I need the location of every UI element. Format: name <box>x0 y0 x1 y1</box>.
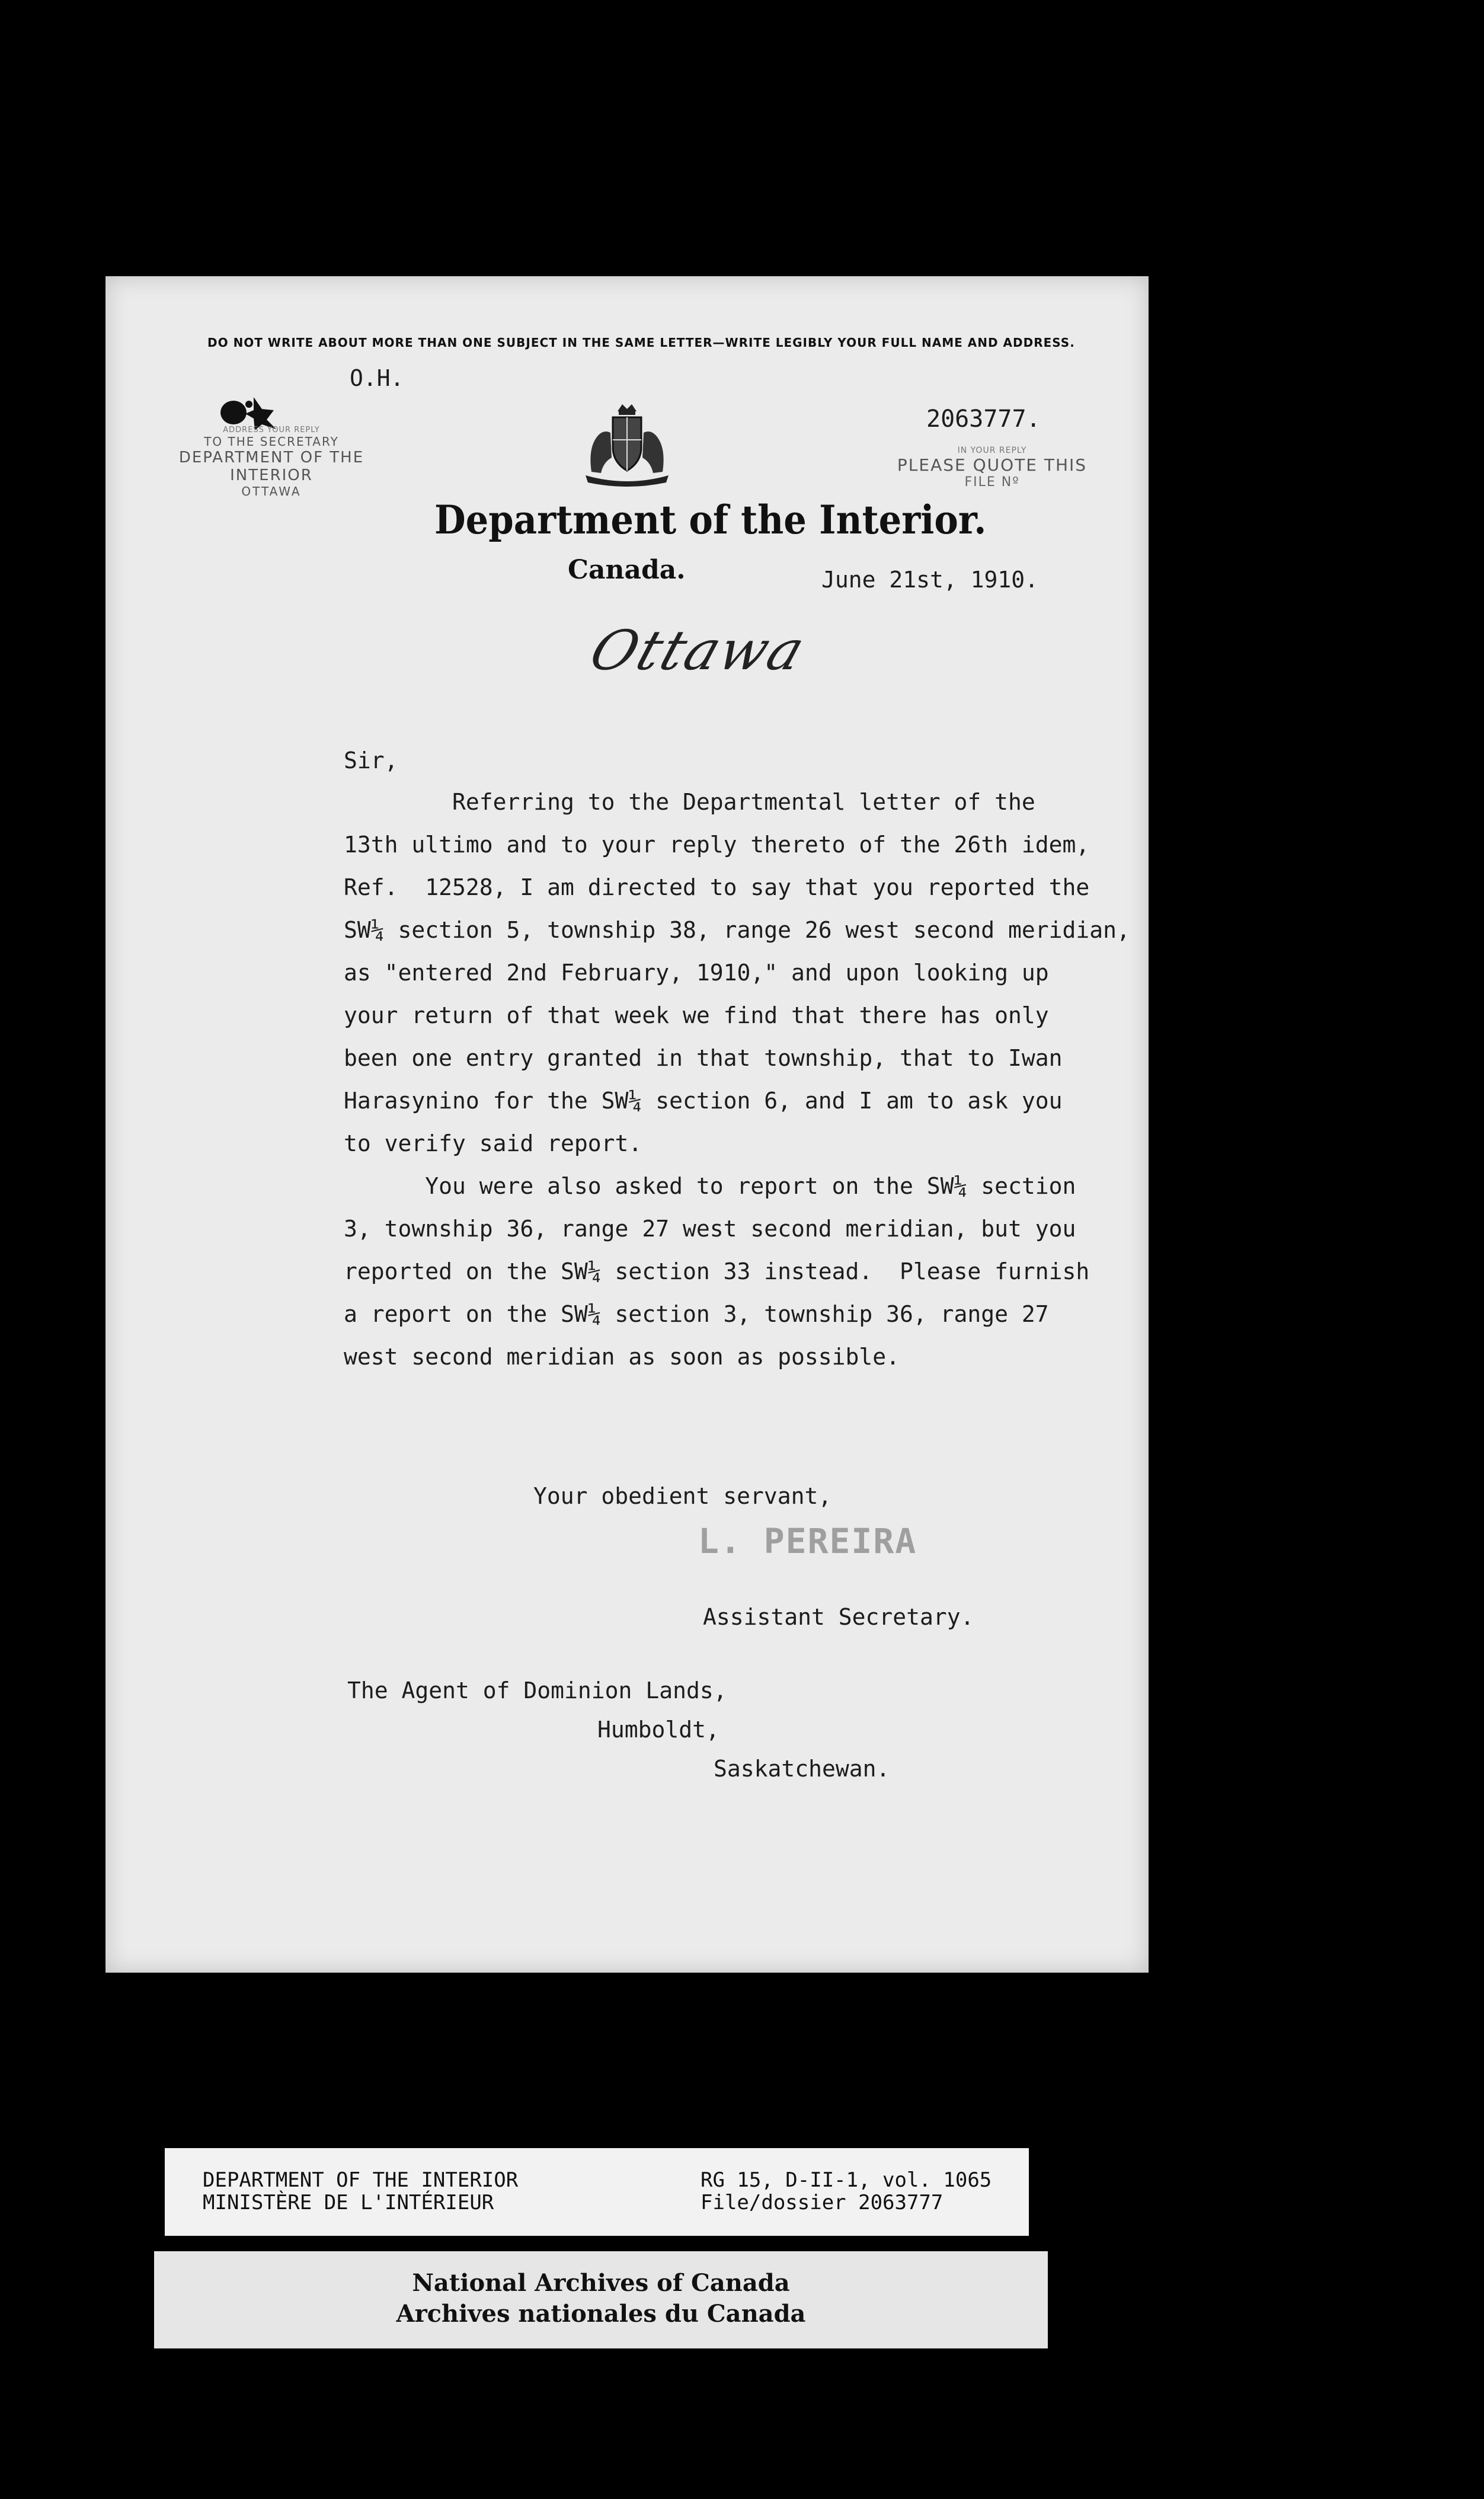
archive-file: File/dossier 2063777 <box>701 2191 944 2214</box>
department-title: Department of the Interior. <box>434 497 987 543</box>
archive-reference-label <box>165 2148 1029 2236</box>
coat-of-arms-icon <box>568 401 686 490</box>
body-line: your return of that week we find that there has only <box>344 1002 1049 1028</box>
archives-footer <box>154 2251 1048 2348</box>
body-line: reported on the SW¼ section 33 instead. Please furnish <box>344 1258 1090 1284</box>
archives-name-english: National Archives of Canada <box>412 2269 790 2297</box>
body-line: Referring to the Departmental letter of the <box>344 789 1035 815</box>
signature-stamp: L. PEREIRA <box>698 1521 917 1561</box>
address-department: DEPARTMENT OF THE INTERIOR <box>178 449 364 484</box>
address-city: OTTAWA <box>241 484 302 498</box>
addressee-line: Saskatchewan. <box>714 1756 890 1782</box>
address-small-text: ADDRESS YOUR REPLY <box>223 426 320 434</box>
salutation: Sir, <box>344 747 398 774</box>
initials: O.H. <box>350 365 404 391</box>
archive-reference: RG 15, D-II-1, vol. 1065 <box>701 2168 992 2192</box>
closing-line: Your obedient servant, <box>533 1483 832 1509</box>
file-number: 2063777. <box>926 405 1041 433</box>
archives-name-french: Archives nationales du Canada <box>396 2300 806 2328</box>
body-line: west second meridian as soon as possible. <box>344 1344 900 1370</box>
body-line: You were also asked to report on the SW¼ section <box>344 1173 1076 1199</box>
reply-quote-text: PLEASE QUOTE THIS <box>897 455 1088 475</box>
body-line: a report on the SW¼ section 3, township 36, range 27 <box>344 1301 1049 1327</box>
quote-file-block <box>838 446 1146 490</box>
letter-date: June 21st, 1910. <box>821 567 1039 593</box>
body-line: as "entered 2nd February, 1910," and upon looking up <box>344 960 1049 986</box>
dept-french: MINISTÈRE DE L'INTÉRIEUR <box>203 2191 494 2214</box>
addressee-line: The Agent of Dominion Lands, <box>347 1677 727 1704</box>
body-line: Ref. 12528, I am directed to say that you reported the <box>344 874 1090 900</box>
letterhead-warning: DO NOT WRITE ABOUT MORE THAN ONE SUBJECT IN THE SAME LETTER—WRITE LEGIBLY YOUR FULL NAME AND ADDRESS. <box>207 335 1075 350</box>
body-line: been one entry granted in that township, that to Iwan <box>344 1045 1063 1071</box>
signer-title: Assistant Secretary. <box>703 1604 974 1630</box>
body-line: 3, township 36, range 27 west second meridian, but you <box>344 1216 1076 1242</box>
letter-page <box>105 276 1149 1973</box>
addressee-line: Humboldt, <box>597 1717 719 1743</box>
dept-english: DEPARTMENT OF THE INTERIOR <box>203 2168 519 2192</box>
body-line: to verify said report. <box>344 1130 642 1156</box>
country-name: Canada. <box>568 555 686 585</box>
reply-file-label: FILE Nº <box>964 475 1020 490</box>
body-line: 13th ultimo and to your reply thereto of the 26th idem, <box>344 832 1090 858</box>
address-to: TO THE SECRETARY <box>204 434 339 449</box>
reply-small-text: IN YOUR REPLY <box>957 446 1027 455</box>
body-line: SW¼ section 5, township 38, range 26 west second meridian, <box>344 917 1130 943</box>
reply-address-block <box>147 426 396 498</box>
body-line: Harasynino for the SW¼ section 6, and I am to ask you <box>344 1088 1063 1114</box>
city-script: Ottawa <box>582 619 814 682</box>
